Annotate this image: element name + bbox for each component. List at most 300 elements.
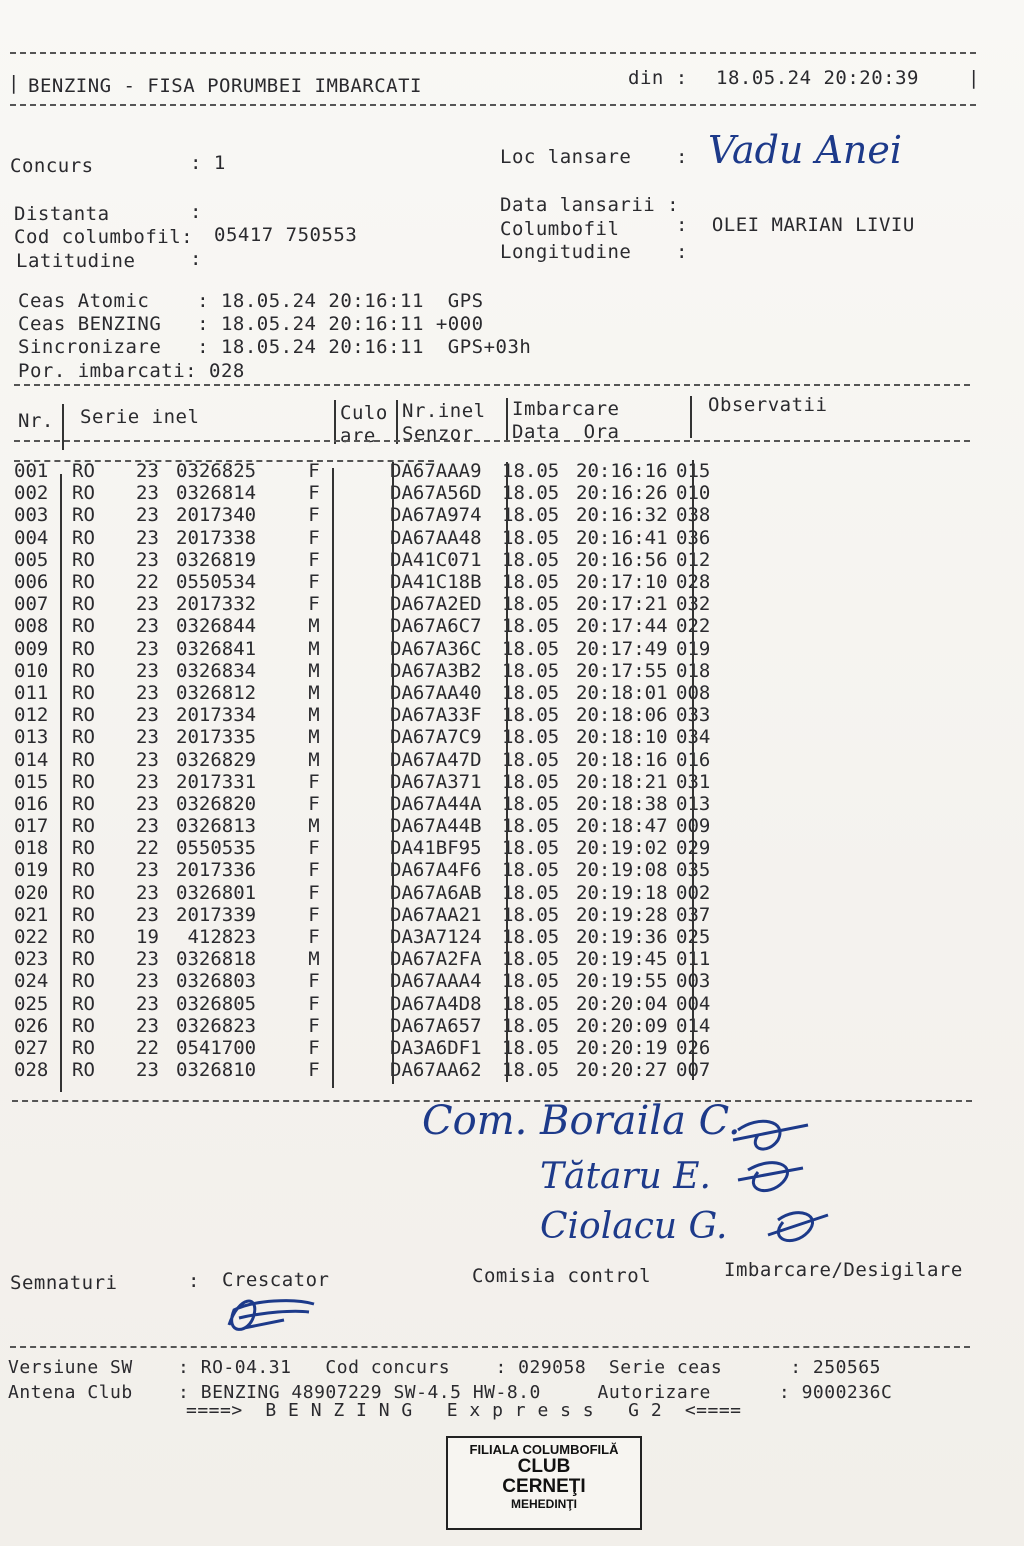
row-year: 23 bbox=[136, 970, 159, 993]
row-color bbox=[334, 593, 390, 615]
row-country: RO bbox=[72, 859, 95, 882]
row-year: 23 bbox=[136, 792, 159, 815]
row-date: 18.05 bbox=[502, 593, 560, 616]
table-row bbox=[14, 793, 736, 815]
row-year: 23 bbox=[136, 526, 159, 549]
row-year: 23 bbox=[136, 859, 159, 882]
row-country: RO bbox=[72, 926, 95, 949]
row-ring-number: 2017334 bbox=[176, 704, 257, 727]
handwritten-commission-1: Com. Boraila C. bbox=[422, 1098, 741, 1144]
row-year: 23 bbox=[136, 637, 159, 660]
loc-lansare-label: Loc lansare bbox=[500, 146, 632, 168]
row-color bbox=[334, 571, 390, 593]
col-header-imbarcare-2: Data Ora bbox=[512, 421, 620, 443]
row-time: 20:17:10 bbox=[576, 571, 668, 594]
row-time: 20:19:36 bbox=[576, 926, 668, 949]
table-row bbox=[14, 837, 736, 859]
col-header-observatii: Observatii bbox=[708, 394, 828, 416]
col-header-imbarcare-1: Imbarcare bbox=[512, 398, 620, 420]
row-date: 18.05 bbox=[502, 881, 560, 904]
row-ring-number: 2017340 bbox=[176, 504, 257, 527]
row-color bbox=[334, 882, 390, 904]
row-date: 18.05 bbox=[502, 1014, 560, 1037]
row-observation: 018 bbox=[676, 659, 711, 682]
row-time: 20:18:01 bbox=[576, 681, 668, 704]
table-row bbox=[14, 815, 736, 837]
row-country: RO bbox=[72, 948, 95, 971]
row-color bbox=[334, 904, 390, 926]
semnaturi-sep: : bbox=[188, 1270, 200, 1292]
row-year: 23 bbox=[136, 948, 159, 971]
row-color bbox=[334, 970, 390, 992]
row-sex: F bbox=[308, 792, 320, 815]
row-number: 023 bbox=[14, 948, 49, 971]
row-ring-number: 2017338 bbox=[176, 526, 257, 549]
row-ring-number: 2017339 bbox=[176, 903, 257, 926]
col-sep bbox=[690, 396, 692, 438]
row-sensor: DA3A6DF1 bbox=[390, 1036, 482, 1059]
row-sensor: DA67AAA4 bbox=[390, 970, 482, 993]
table-row bbox=[14, 638, 736, 660]
col-header-serie-inel: Serie inel bbox=[80, 406, 200, 428]
table-row bbox=[14, 504, 736, 526]
row-observation: 004 bbox=[676, 992, 711, 1015]
row-sensor: DA67A7C9 bbox=[390, 726, 482, 749]
sincronizare-line: Sincronizare : 18.05.24 20:16:11 GPS+03h bbox=[18, 336, 532, 358]
row-year: 22 bbox=[136, 571, 159, 594]
row-ring-number: 0541700 bbox=[176, 1036, 257, 1059]
row-sex: F bbox=[308, 571, 320, 594]
row-ring-number: 0326818 bbox=[176, 948, 257, 971]
row-ring-number: 0550534 bbox=[176, 571, 257, 594]
row-number: 011 bbox=[14, 681, 49, 704]
col-header-nrinel-1: Nr.inel bbox=[402, 400, 486, 422]
row-sex: F bbox=[308, 482, 320, 505]
row-time: 20:18:47 bbox=[576, 815, 668, 838]
row-color bbox=[334, 460, 390, 482]
row-year: 22 bbox=[136, 1036, 159, 1059]
row-sensor: DA67AAA9 bbox=[390, 460, 482, 483]
row-sensor: DA67A2FA bbox=[390, 948, 482, 971]
row-number: 025 bbox=[14, 992, 49, 1015]
row-sex: F bbox=[308, 504, 320, 527]
row-sensor: DA67A44A bbox=[390, 792, 482, 815]
row-observation: 034 bbox=[676, 726, 711, 749]
col-header-nr: Nr. bbox=[18, 410, 54, 432]
row-time: 20:19:55 bbox=[576, 970, 668, 993]
row-observation: 028 bbox=[676, 571, 711, 594]
row-color bbox=[334, 748, 390, 770]
row-year: 23 bbox=[136, 504, 159, 527]
rows-sep-nr bbox=[60, 474, 62, 1092]
row-country: RO bbox=[72, 903, 95, 926]
row-observation: 022 bbox=[676, 615, 711, 638]
row-time: 20:20:04 bbox=[576, 992, 668, 1015]
row-color bbox=[334, 482, 390, 504]
row-date: 18.05 bbox=[502, 770, 560, 793]
row-date: 18.05 bbox=[502, 504, 560, 527]
row-number: 010 bbox=[14, 659, 49, 682]
row-ring-number: 0326810 bbox=[176, 1059, 257, 1082]
row-country: RO bbox=[72, 815, 95, 838]
row-date: 18.05 bbox=[502, 571, 560, 594]
table-row bbox=[14, 1015, 736, 1037]
col-sep bbox=[506, 398, 508, 442]
row-time: 20:17:55 bbox=[576, 659, 668, 682]
row-number: 015 bbox=[14, 770, 49, 793]
row-color bbox=[334, 793, 390, 815]
row-observation: 036 bbox=[676, 526, 711, 549]
row-sensor: DA67A36C bbox=[390, 637, 482, 660]
row-color bbox=[334, 682, 390, 704]
data-lansarii-label: Data lansarii : bbox=[500, 194, 680, 216]
row-sensor: DA67AA21 bbox=[390, 903, 482, 926]
row-observation: 025 bbox=[676, 926, 711, 949]
row-sensor: DA67AA62 bbox=[390, 1059, 482, 1082]
versiune-sw-line: Versiune SW : RO-04.31 Cod concurs : 029058 Serie ceas : 250565 bbox=[8, 1357, 881, 1378]
row-number: 009 bbox=[14, 637, 49, 660]
row-country: RO bbox=[72, 548, 95, 571]
header-right-bar: | bbox=[968, 67, 980, 89]
row-number: 028 bbox=[14, 1059, 49, 1082]
row-country: RO bbox=[72, 992, 95, 1015]
row-time: 20:19:28 bbox=[576, 903, 668, 926]
row-number: 012 bbox=[14, 704, 49, 727]
row-year: 23 bbox=[136, 615, 159, 638]
row-number: 018 bbox=[14, 837, 49, 860]
row-observation: 009 bbox=[676, 815, 711, 838]
row-number: 020 bbox=[14, 881, 49, 904]
row-time: 20:17:49 bbox=[576, 637, 668, 660]
row-date: 18.05 bbox=[502, 726, 560, 749]
row-country: RO bbox=[72, 1036, 95, 1059]
row-sex: M bbox=[308, 659, 320, 682]
row-date: 18.05 bbox=[502, 1059, 560, 1082]
row-country: RO bbox=[72, 460, 95, 483]
row-observation: 011 bbox=[676, 948, 711, 971]
loc-lansare-handwritten: Vadu Anei bbox=[708, 128, 903, 172]
row-sensor: DA67A4D8 bbox=[390, 992, 482, 1015]
row-year: 23 bbox=[136, 593, 159, 616]
row-year: 19 bbox=[136, 926, 159, 949]
row-sex: F bbox=[308, 1014, 320, 1037]
row-sex: F bbox=[308, 548, 320, 571]
table-row bbox=[14, 1059, 736, 1081]
row-number: 006 bbox=[14, 571, 49, 594]
row-date: 18.05 bbox=[502, 992, 560, 1015]
row-date: 18.05 bbox=[502, 926, 560, 949]
row-time: 20:18:21 bbox=[576, 770, 668, 793]
row-country: RO bbox=[72, 837, 95, 860]
table-row bbox=[14, 527, 736, 549]
table-row bbox=[14, 1037, 736, 1059]
table-row bbox=[14, 726, 736, 748]
row-sensor: DA67A371 bbox=[390, 770, 482, 793]
row-sensor: DA67AA40 bbox=[390, 681, 482, 704]
row-sex: F bbox=[308, 593, 320, 616]
row-date: 18.05 bbox=[502, 526, 560, 549]
row-sex: F bbox=[308, 992, 320, 1015]
row-sensor: DA67A4F6 bbox=[390, 859, 482, 882]
row-number: 005 bbox=[14, 548, 49, 571]
row-observation: 010 bbox=[676, 482, 711, 505]
stamp-line-1: FILIALA COLUMBOFILĂ bbox=[469, 1442, 619, 1457]
longitudine-label: Longitudine bbox=[500, 241, 632, 263]
row-ring-number: 0326825 bbox=[176, 460, 257, 483]
row-ring-number: 0326820 bbox=[176, 792, 257, 815]
header-divider bbox=[10, 104, 976, 106]
pigeon-table bbox=[14, 460, 736, 1081]
row-color bbox=[334, 926, 390, 948]
row-year: 23 bbox=[136, 992, 159, 1015]
table-row bbox=[14, 482, 736, 504]
row-color bbox=[334, 615, 390, 637]
row-country: RO bbox=[72, 726, 95, 749]
row-sex: M bbox=[308, 815, 320, 838]
row-time: 20:18:06 bbox=[576, 704, 668, 727]
col-header-culoare-2: are bbox=[340, 425, 376, 447]
col-sep bbox=[396, 400, 398, 444]
row-sensor: DA67A974 bbox=[390, 504, 482, 527]
row-time: 20:19:18 bbox=[576, 881, 668, 904]
row-date: 18.05 bbox=[502, 681, 560, 704]
row-sensor: DA67A44B bbox=[390, 815, 482, 838]
row-year: 22 bbox=[136, 837, 159, 860]
row-sensor: DA41BF95 bbox=[390, 837, 482, 860]
commission-initials-icon bbox=[728, 1110, 838, 1260]
row-ring-number: 0326812 bbox=[176, 681, 257, 704]
cod-columbofil-label: Cod columbofil: bbox=[14, 226, 194, 248]
row-color bbox=[334, 1037, 390, 1059]
row-observation: 038 bbox=[676, 504, 711, 527]
columbofil-label: Columbofil bbox=[500, 218, 620, 240]
row-ring-number: 0326834 bbox=[176, 659, 257, 682]
longitudine-value: : bbox=[676, 241, 688, 263]
row-color bbox=[334, 638, 390, 660]
table-row bbox=[14, 571, 736, 593]
columbofil-value: : OLEI MARIAN LIVIU bbox=[676, 214, 915, 236]
row-country: RO bbox=[72, 1059, 95, 1082]
row-country: RO bbox=[72, 637, 95, 660]
row-country: RO bbox=[72, 526, 95, 549]
row-date: 18.05 bbox=[502, 815, 560, 838]
semnaturi-label: Semnaturi bbox=[10, 1272, 118, 1294]
row-sex: F bbox=[308, 526, 320, 549]
row-number: 007 bbox=[14, 593, 49, 616]
row-sensor: DA67AA48 bbox=[390, 526, 482, 549]
table-row bbox=[14, 748, 736, 770]
row-observation: 037 bbox=[676, 903, 711, 926]
row-color bbox=[334, 859, 390, 881]
comisia-control-label: Comisia control bbox=[472, 1265, 652, 1287]
row-date: 18.05 bbox=[502, 659, 560, 682]
row-number: 022 bbox=[14, 926, 49, 949]
table-row bbox=[14, 993, 736, 1015]
row-year: 23 bbox=[136, 1059, 159, 1082]
row-time: 20:20:19 bbox=[576, 1036, 668, 1059]
row-sex: F bbox=[308, 770, 320, 793]
rows-sep-sex bbox=[332, 468, 334, 1088]
row-observation: 007 bbox=[676, 1059, 711, 1082]
table-row bbox=[14, 882, 736, 904]
cod-columbofil-value: 05417 750553 bbox=[214, 224, 358, 246]
row-number: 016 bbox=[14, 792, 49, 815]
rows-sep-color bbox=[392, 462, 394, 1084]
row-sex: F bbox=[308, 881, 320, 904]
footer-divider bbox=[10, 1346, 970, 1348]
row-number: 004 bbox=[14, 526, 49, 549]
row-country: RO bbox=[72, 504, 95, 527]
row-ring-number: 0326841 bbox=[176, 637, 257, 660]
row-observation: 031 bbox=[676, 770, 711, 793]
row-year: 23 bbox=[136, 815, 159, 838]
latitudine-value: : bbox=[190, 248, 202, 270]
row-observation: 033 bbox=[676, 704, 711, 727]
row-country: RO bbox=[72, 748, 95, 771]
row-date: 18.05 bbox=[502, 837, 560, 860]
row-date: 18.05 bbox=[502, 1036, 560, 1059]
col-sep bbox=[334, 400, 336, 444]
row-observation: 035 bbox=[676, 859, 711, 882]
row-time: 20:18:16 bbox=[576, 748, 668, 771]
row-country: RO bbox=[72, 1014, 95, 1037]
row-color bbox=[334, 948, 390, 970]
top-divider bbox=[10, 52, 976, 54]
row-ring-number: 412823 bbox=[176, 926, 257, 949]
table-header-divider bbox=[14, 440, 970, 442]
crescator-label: Crescator bbox=[222, 1269, 330, 1291]
row-number: 001 bbox=[14, 460, 49, 483]
row-date: 18.05 bbox=[502, 948, 560, 971]
table-top-divider bbox=[14, 384, 970, 386]
row-sex: F bbox=[308, 970, 320, 993]
row-ring-number: 2017336 bbox=[176, 859, 257, 882]
latitudine-label: Latitudine bbox=[16, 250, 136, 272]
row-country: RO bbox=[72, 881, 95, 904]
table-row bbox=[14, 948, 736, 970]
row-year: 23 bbox=[136, 748, 159, 771]
row-color bbox=[334, 837, 390, 859]
row-country: RO bbox=[72, 659, 95, 682]
row-color bbox=[334, 527, 390, 549]
row-country: RO bbox=[72, 593, 95, 616]
row-time: 20:18:10 bbox=[576, 726, 668, 749]
row-observation: 014 bbox=[676, 1014, 711, 1037]
row-date: 18.05 bbox=[502, 548, 560, 571]
table-row bbox=[14, 926, 736, 948]
row-date: 18.05 bbox=[502, 482, 560, 505]
row-color bbox=[334, 704, 390, 726]
table-row bbox=[14, 549, 736, 571]
row-date: 18.05 bbox=[502, 748, 560, 771]
row-ring-number: 0326813 bbox=[176, 815, 257, 838]
row-sex: M bbox=[308, 948, 320, 971]
row-sensor: DA67A6C7 bbox=[390, 615, 482, 638]
row-sex: F bbox=[308, 460, 320, 483]
concurs-label: Concurs bbox=[10, 155, 94, 177]
row-sex: F bbox=[308, 926, 320, 949]
row-ring-number: 0326814 bbox=[176, 482, 257, 505]
row-color bbox=[334, 815, 390, 837]
row-time: 20:19:45 bbox=[576, 948, 668, 971]
row-date: 18.05 bbox=[502, 792, 560, 815]
row-number: 021 bbox=[14, 903, 49, 926]
din-label: din : bbox=[628, 67, 688, 89]
table-row bbox=[14, 970, 736, 992]
row-time: 20:18:38 bbox=[576, 792, 668, 815]
row-sex: M bbox=[308, 681, 320, 704]
row-sex: F bbox=[308, 903, 320, 926]
row-number: 014 bbox=[14, 748, 49, 771]
row-number: 019 bbox=[14, 859, 49, 882]
row-sex: F bbox=[308, 859, 320, 882]
row-year: 23 bbox=[136, 726, 159, 749]
concurs-value: : 1 bbox=[190, 152, 226, 174]
row-country: RO bbox=[72, 770, 95, 793]
table-row bbox=[14, 859, 736, 881]
row-time: 20:16:26 bbox=[576, 482, 668, 505]
row-number: 027 bbox=[14, 1036, 49, 1059]
distanta-value: : bbox=[190, 201, 202, 223]
row-year: 23 bbox=[136, 548, 159, 571]
row-country: RO bbox=[72, 615, 95, 638]
row-color bbox=[334, 660, 390, 682]
row-observation: 026 bbox=[676, 1036, 711, 1059]
row-time: 20:17:44 bbox=[576, 615, 668, 638]
stamp-line-2: CLUB bbox=[517, 1456, 571, 1477]
row-sensor: DA41C18B bbox=[390, 571, 482, 594]
col-header-culoare-1: Culo bbox=[340, 402, 388, 424]
table-row bbox=[14, 704, 736, 726]
benzing-express-line: ====> B E N Z I N G E x p r e s s G 2 <==== bbox=[186, 1400, 742, 1421]
header-left-bar: | bbox=[8, 72, 20, 94]
row-time: 20:16:41 bbox=[576, 526, 668, 549]
row-year: 23 bbox=[136, 1014, 159, 1037]
table-row bbox=[14, 771, 736, 793]
row-date: 18.05 bbox=[502, 970, 560, 993]
row-sensor: DA67A56D bbox=[390, 482, 482, 505]
row-date: 18.05 bbox=[502, 903, 560, 926]
row-sensor: DA41C071 bbox=[390, 548, 482, 571]
row-sex: M bbox=[308, 704, 320, 727]
rows-sep-sensor bbox=[506, 462, 508, 1082]
row-sensor: DA67A657 bbox=[390, 1014, 482, 1037]
row-country: RO bbox=[72, 681, 95, 704]
row-year: 23 bbox=[136, 681, 159, 704]
col-sep bbox=[62, 404, 64, 450]
row-sex: M bbox=[308, 726, 320, 749]
row-observation: 013 bbox=[676, 792, 711, 815]
row-observation: 029 bbox=[676, 837, 711, 860]
row-ring-number: 0550535 bbox=[176, 837, 257, 860]
row-sex: M bbox=[308, 615, 320, 638]
row-number: 003 bbox=[14, 504, 49, 527]
club-stamp bbox=[446, 1436, 642, 1530]
row-observation: 003 bbox=[676, 970, 711, 993]
table-row bbox=[14, 593, 736, 615]
porumbei-imbarcati-line: Por. imbarcati: 028 bbox=[18, 360, 245, 382]
row-color bbox=[334, 504, 390, 526]
row-color bbox=[334, 993, 390, 1015]
row-number: 013 bbox=[14, 726, 49, 749]
row-year: 23 bbox=[136, 770, 159, 793]
antena-club-line: Antena Club : BENZING 48907229 SW-4.5 HW-8.0 Autorizare : 9000236C bbox=[8, 1382, 893, 1403]
row-color bbox=[334, 726, 390, 748]
breeder-signature-icon bbox=[214, 1290, 324, 1340]
row-ring-number: 0326805 bbox=[176, 992, 257, 1015]
row-sensor: DA3A7124 bbox=[390, 926, 482, 949]
table-row bbox=[14, 682, 736, 704]
